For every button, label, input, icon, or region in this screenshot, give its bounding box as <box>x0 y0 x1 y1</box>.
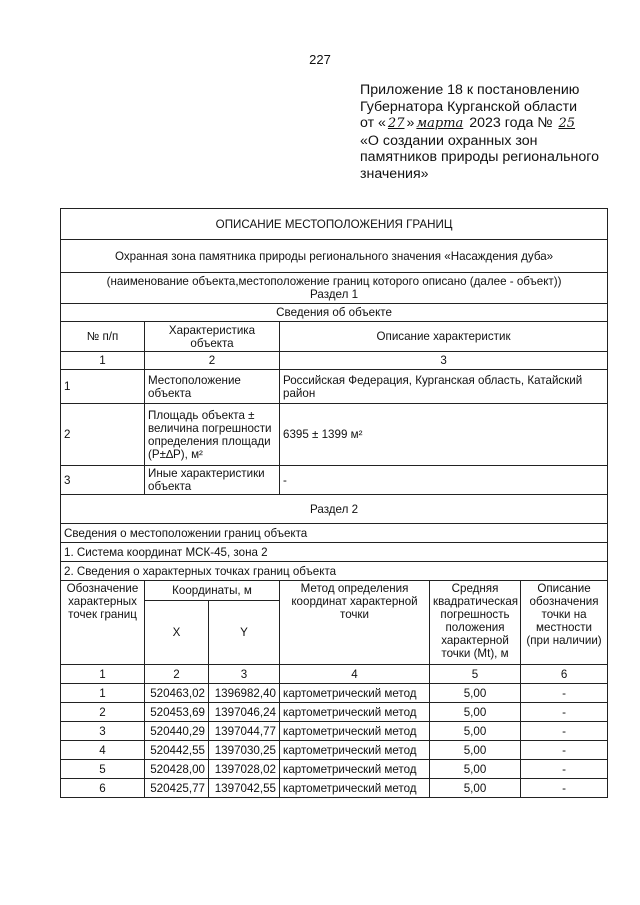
point-desc: - <box>521 760 608 779</box>
points-index: 5 <box>430 665 521 684</box>
row-characteristic: Местоположение объекта <box>145 370 280 404</box>
header-error: Средняя квадратическая погрешность положения характерной точки (Mt), м <box>430 581 521 665</box>
point-number: 2 <box>61 703 145 722</box>
point-x: 520428,00 <box>145 760 209 779</box>
point-number: 3 <box>61 722 145 741</box>
point-y: 1397044,77 <box>209 722 280 741</box>
page-number: 227 <box>309 52 331 67</box>
table-row <box>61 760 608 779</box>
point-method: картометрический метод <box>280 703 430 722</box>
header-method: Метод определения координат характерной точки <box>280 581 430 665</box>
section-1-title: Сведения об объекте <box>61 304 608 322</box>
header-point-description: Описание обозначения точки на местности (при наличии) <box>521 581 608 665</box>
point-method: картометрический метод <box>280 779 430 798</box>
row-value: 6395 ± 1399 м² <box>280 404 608 466</box>
section-2-title: Сведения о местоположении границ объекта <box>61 524 608 543</box>
point-method: картометрический метод <box>280 760 430 779</box>
header-y: Y <box>209 601 280 665</box>
point-number: 4 <box>61 741 145 760</box>
appendix-line-2: Губернатора Курганской области <box>360 98 578 115</box>
coord-system: 1. Система координат МСК-45, зона 2 <box>61 543 608 562</box>
points-index: 1 <box>61 665 145 684</box>
point-mt: 5,00 <box>430 741 521 760</box>
table-row <box>61 722 608 741</box>
point-number: 5 <box>61 760 145 779</box>
point-y: 1397046,24 <box>209 703 280 722</box>
point-desc: - <box>521 684 608 703</box>
object-caption-cell <box>61 273 608 304</box>
header-characteristic: Характеристика объекта <box>145 322 280 352</box>
point-y: 1397030,25 <box>209 741 280 760</box>
point-x: 520463,02 <box>145 684 209 703</box>
points-index: 4 <box>280 665 430 684</box>
date-year: 2023 года № <box>469 115 553 131</box>
header-index: 2 <box>145 352 280 370</box>
header-coords: Координаты, м <box>145 581 280 601</box>
row-num: 2 <box>61 404 145 466</box>
point-y: 1397042,55 <box>209 779 280 798</box>
point-mt: 5,00 <box>430 703 521 722</box>
point-mt: 5,00 <box>430 779 521 798</box>
point-mt: 5,00 <box>430 684 521 703</box>
point-method: картометрический метод <box>280 722 430 741</box>
section-2-label: Раздел 2 <box>61 495 608 524</box>
point-desc: - <box>521 741 608 760</box>
object-name: Охранная зона памятника природы регионального значения «Насаждения дуба» <box>61 240 608 273</box>
table-row <box>61 684 608 703</box>
date-quote-close: » <box>406 115 415 131</box>
point-x: 520440,29 <box>145 722 209 741</box>
boundary-description-table <box>60 208 608 798</box>
appendix-subject-1: «О создании охранных зон <box>360 132 538 149</box>
row-num: 3 <box>61 466 145 495</box>
point-y: 1396982,40 <box>209 684 280 703</box>
point-x: 520453,69 <box>145 703 209 722</box>
point-x: 520425,77 <box>145 779 209 798</box>
appendix-subject-2: памятников природы регионального <box>360 149 600 165</box>
point-method: картометрический метод <box>280 741 430 760</box>
appendix-date-line <box>360 115 630 133</box>
row-num: 1 <box>61 370 145 404</box>
point-y: 1397028,02 <box>209 760 280 779</box>
header-num: № п/п <box>61 322 145 352</box>
header-index: 3 <box>280 352 608 370</box>
handwritten-month: марта <box>416 116 464 131</box>
handwritten-day: 27 <box>387 116 405 131</box>
point-mt: 5,00 <box>430 722 521 741</box>
points-index: 6 <box>521 665 608 684</box>
appendix-subject-3: значения» <box>360 165 429 182</box>
point-desc: - <box>521 703 608 722</box>
row-characteristic: Площадь объекта ± величина погрешности определения площади (P±∆P), м² <box>145 404 280 466</box>
point-number: 6 <box>61 779 145 798</box>
points-title: 2. Сведения о характерных точках границ объекта <box>61 562 608 581</box>
table-row <box>61 741 608 760</box>
appendix-line-1: Приложение 18 к постановлению <box>360 82 580 98</box>
object-caption: (наименование объекта,местоположение границ которого описано (далее - объект)) <box>106 275 562 288</box>
points-index: 2 <box>145 665 209 684</box>
point-desc: - <box>521 779 608 798</box>
header-x: X <box>145 601 209 665</box>
appendix-header <box>360 82 630 182</box>
points-index: 3 <box>209 665 280 684</box>
row-characteristic: Иные характеристики объекта <box>145 466 280 495</box>
point-x: 520442,55 <box>145 741 209 760</box>
section-1-label: Раздел 1 <box>310 288 359 301</box>
row-value: Российская Федерация, Курганская область, Катайский район <box>280 370 608 404</box>
table-row <box>61 779 608 798</box>
point-mt: 5,00 <box>430 760 521 779</box>
header-description: Описание характеристик <box>280 322 608 352</box>
point-desc: - <box>521 722 608 741</box>
row-value: - <box>280 466 608 495</box>
header-index: 1 <box>61 352 145 370</box>
handwritten-number: 25 <box>558 116 576 131</box>
doc-title: ОПИСАНИЕ МЕСТОПОЛОЖЕНИЯ ГРАНИЦ <box>61 209 608 240</box>
date-prefix: от « <box>360 115 386 131</box>
header-designation: Обозначение характерных точек границ <box>61 581 145 665</box>
point-number: 1 <box>61 684 145 703</box>
table-row <box>61 703 608 722</box>
point-method: картометрический метод <box>280 684 430 703</box>
